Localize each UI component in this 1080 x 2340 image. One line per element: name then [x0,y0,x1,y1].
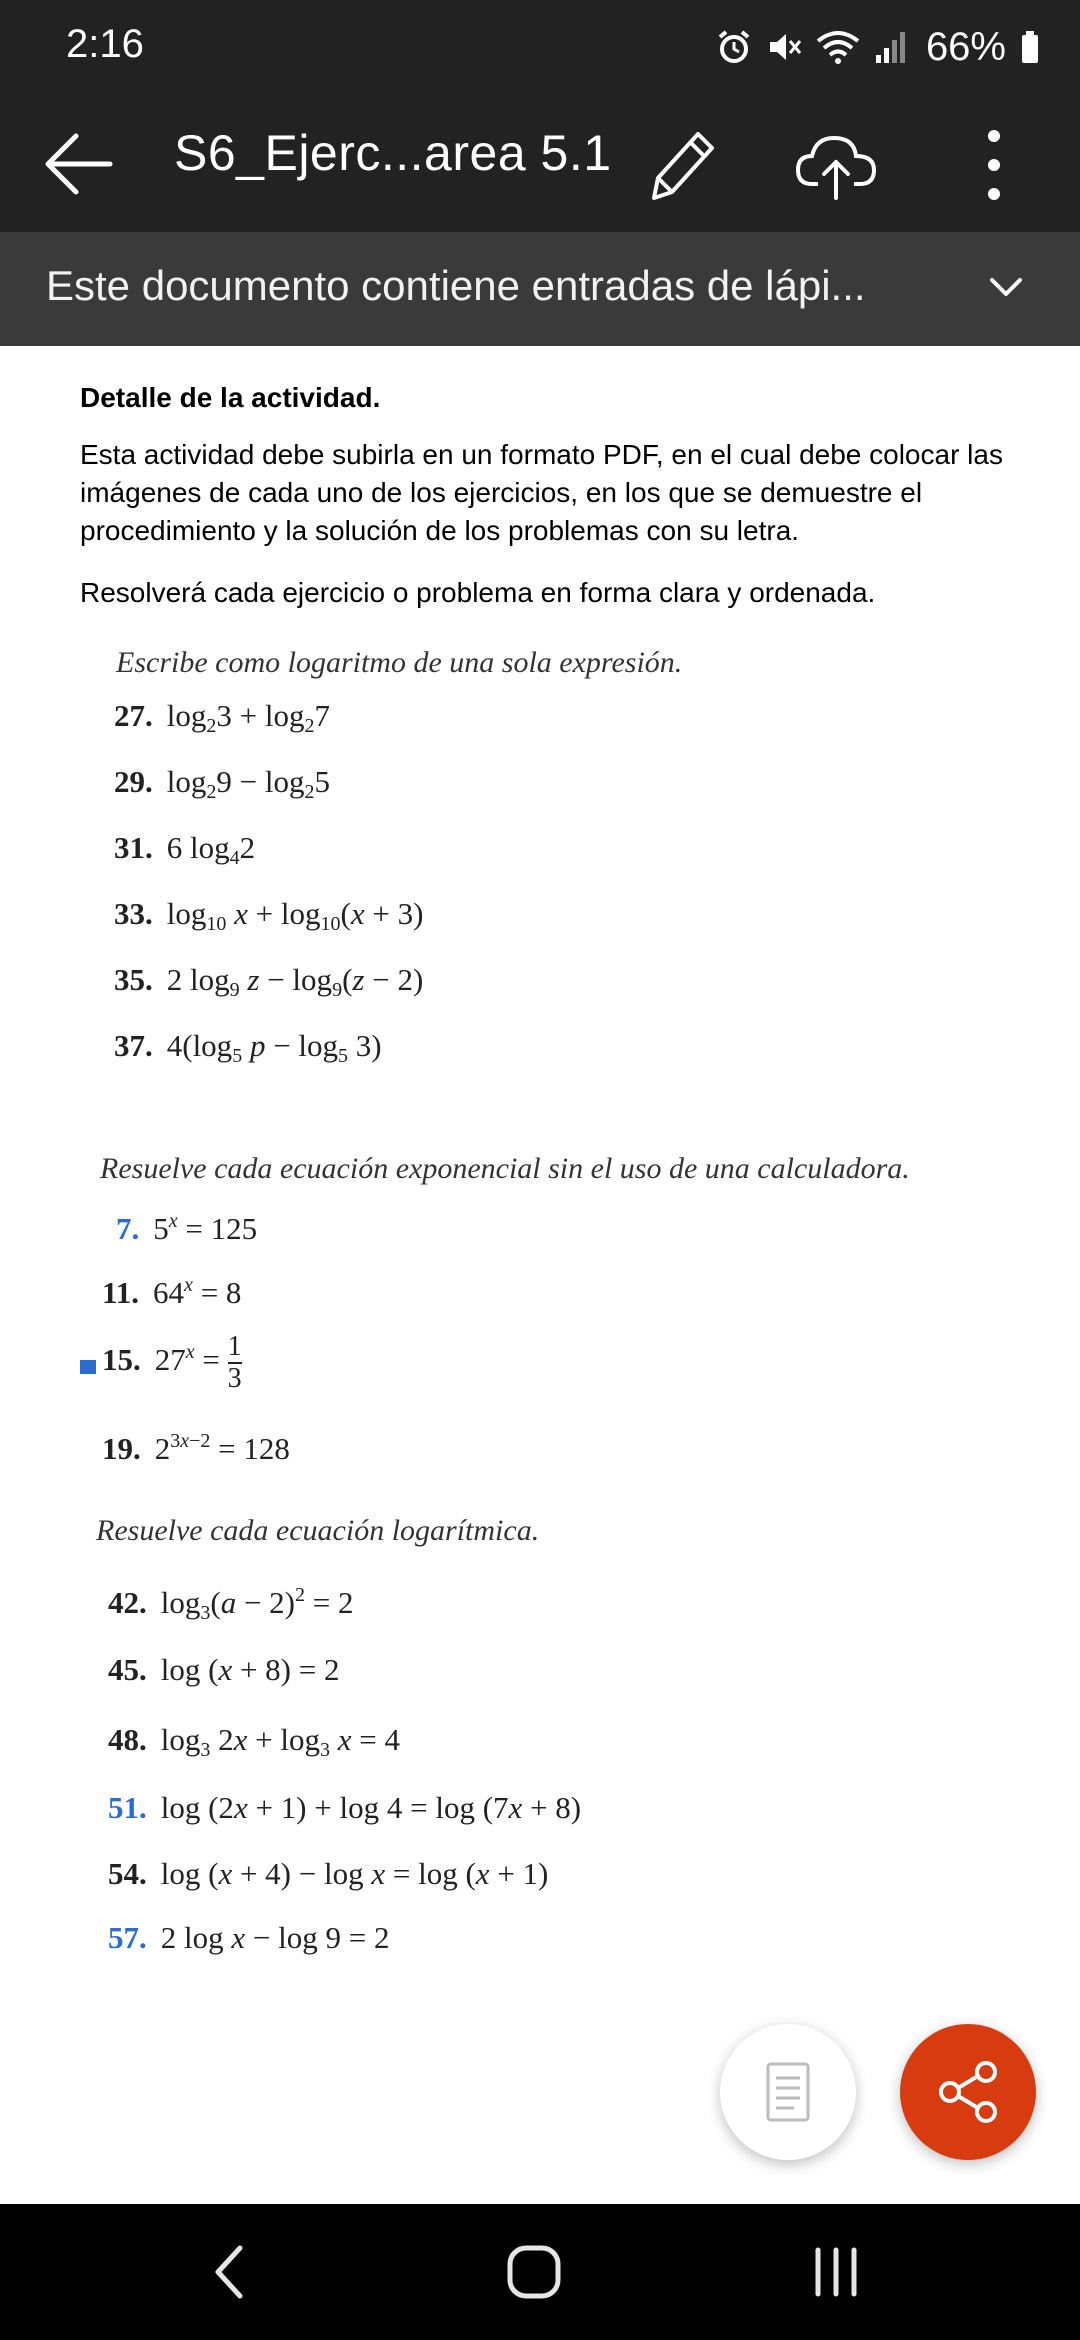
exercise-51: 51. log (2x + 1) + log 4 = log (7x + 8) [108,1790,582,1825]
exercise-37: 37. $4(\log_5$ $p - \log_5 3$) [114,1028,382,1067]
exercise-number: 33. [114,896,153,931]
cloud-upload-icon [794,122,878,206]
wifi-icon [816,29,860,65]
exercise-7: 7. $5^x = 125$ [116,1210,258,1246]
exercise-number: 11. [102,1275,140,1310]
section-heading-logarithm: Escribe como logaritmo de una sola expresión. [116,646,683,679]
alarm-icon [716,29,752,65]
exercise-35: 35. 2 $\log_9 z - \log_9(z - 2)$ [114,962,424,1001]
exercise-11: 11. $64^x = 8$ [102,1274,242,1310]
exercise-48: 48. $\log_3 2x + \log_3 x = 4$ [108,1722,400,1761]
chevron-down-icon[interactable] [980,262,1032,314]
more-options-button[interactable] [966,120,1022,210]
exercise-number: 48. [108,1722,147,1757]
exercise-15: 15. $27^x = 1$ 3 [102,1331,242,1394]
battery-icon [1020,29,1040,65]
share-icon [934,2058,1002,2126]
more-vertical-icon [966,120,1022,210]
bookmark-marker [80,1360,96,1374]
share-button[interactable] [900,2024,1036,2160]
system-nav-bar [0,2204,1080,2340]
arrow-left-icon [40,126,120,202]
status-icons [716,24,1040,70]
reading-view-button[interactable] [720,2024,856,2160]
ink-entries-banner[interactable] [0,232,1080,346]
section-heading-exponential: Resuelve cada ecuación exponencial sin el uso de una calculadora. [100,1152,910,1185]
exercise-number: 54. [108,1856,147,1891]
exercise-number: 35. [114,962,153,997]
status-time: 2:16 [66,22,144,66]
exercise-29: 29. $\log_29 - \log_25$ [114,764,330,803]
exercise-19: 19. $2^{3x-2} = 128$ [102,1430,290,1466]
nav-home-icon[interactable] [494,2242,574,2302]
signal-icon [874,29,908,65]
exercise-33: 33. $\log_{10} x + \log_{10}(x + 3)$ [114,896,424,935]
battery-percent: 66% [925,24,1006,69]
exercise-number: 45. [108,1652,147,1687]
exercise-number: 27. [114,698,153,733]
exercise-54: 54. log (x + 4) − log x = log (x + 1) [108,1856,549,1891]
exercise-number: 15. [102,1342,141,1378]
exercise-57: 57. 2 log x − log 9 = 2 [108,1920,390,1955]
exercise-45: 45. log (x + 8) = 2 [108,1652,340,1687]
exercise-number: 51. [108,1790,147,1825]
nav-recents-icon[interactable] [796,2242,876,2302]
app-bar [0,96,1080,232]
exercise-number: 42. [108,1585,147,1620]
exercise-number: 31. [114,830,153,865]
instructions-paragraph: Esta actividad debe subirla en un formato PDF, en el cual debe colocar las imágenes de cada uno de los ejercicios, en los que se demuestre el procedimiento y la solución de los problemas con su letra. [80,439,1003,546]
clarity-paragraph: Resolverá cada ejercicio o problema en forma clara y ordenada. [80,577,876,608]
document-view-icon [764,2060,812,2124]
exercise-number: 37. [114,1028,153,1063]
fraction-one-third: 1 3 [227,1331,242,1394]
activity-detail-title: Detalle de la actividad. [80,382,381,413]
exercise-number: 7. [116,1211,140,1246]
exercise-number: 29. [114,764,153,799]
section-heading-logarithmic-equations: Resuelve cada ecuación logarítmica. [96,1514,540,1547]
exercise-31: 31. 6 $\log_42$ [114,830,256,869]
pencil-icon [640,118,720,208]
exercise-42: 42. $\log_3(a - 2)^2 = 2$ [108,1584,354,1624]
document-page[interactable] [0,346,1080,2204]
edit-button[interactable] [640,118,720,208]
exercise-number: 57. [108,1920,147,1955]
mute-icon [766,29,802,65]
document-title: S6_Ejerc...area 5.1 [174,125,612,181]
banner-text: Este documento contiene entradas de lápi... [46,262,866,309]
upload-button[interactable] [794,122,878,206]
back-button[interactable] [40,126,120,202]
status-bar [0,0,1080,96]
exercise-27: 27. $\log_23 + \log_27$ [114,698,330,737]
exercise-number: 19. [102,1431,141,1466]
nav-back-icon[interactable] [192,2242,272,2302]
